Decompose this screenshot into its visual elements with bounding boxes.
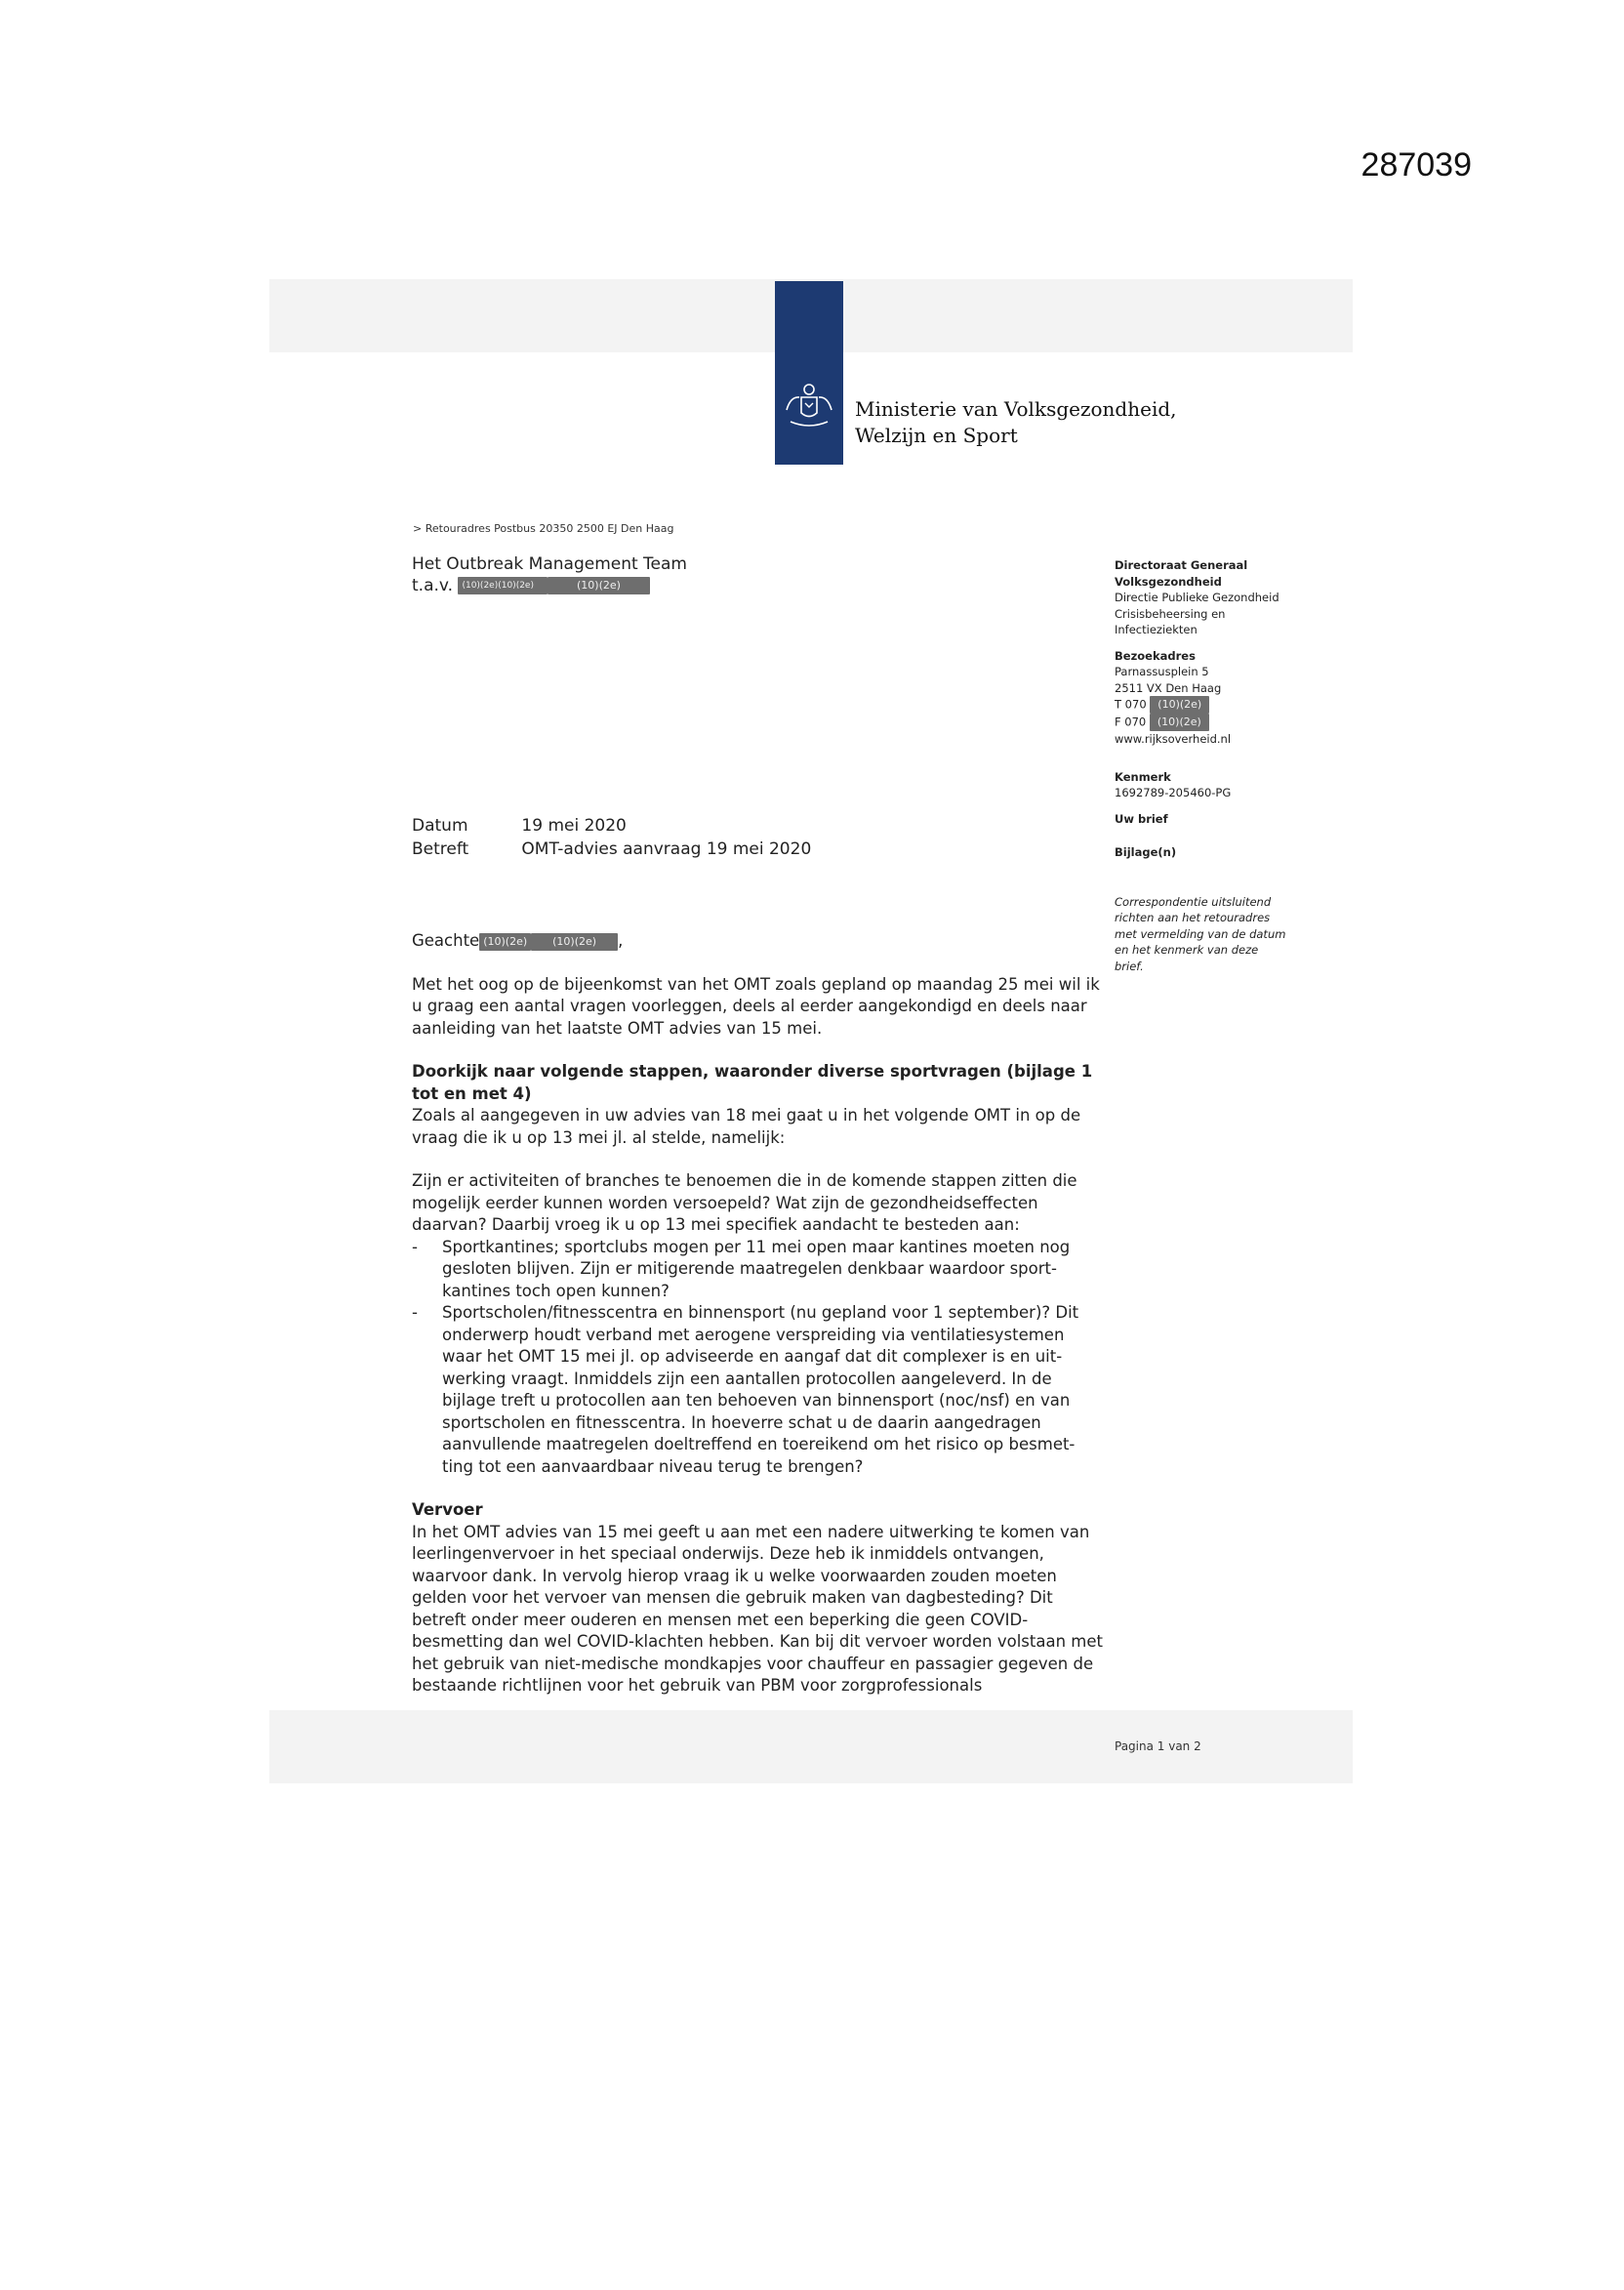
fax-line — [1115, 714, 1310, 731]
visit-address-label: Bezoekadres — [1115, 648, 1196, 663]
section-heading-transport: Vervoer — [412, 1500, 483, 1519]
directorate-line2: Volksgezondheid — [1115, 574, 1222, 589]
rijksoverheid-logo — [775, 281, 843, 465]
visit-city: 2511 VX Den Haag — [1115, 680, 1222, 695]
attachments-label: Bijlage(n) — [1115, 845, 1177, 859]
page-number: Pagina 1 van 2 — [1115, 1739, 1201, 1753]
your-letter-label: Uw brief — [1115, 811, 1168, 826]
question-list — [412, 1237, 1105, 1479]
date-label: Datum — [412, 816, 468, 836]
subject-row — [412, 839, 811, 859]
letter-body — [412, 930, 1105, 1697]
recipient-attention — [412, 575, 687, 596]
visit-street: Parnassusplein 5 — [1115, 665, 1209, 678]
date-row — [412, 816, 627, 836]
date-value: 19 mei 2020 — [521, 816, 627, 836]
correspondence-note: Correspondentie uitsluitend richten aan het retouradres met vermelding van de datum en het kenmerk van deze brief. — [1115, 894, 1286, 973]
reference-label: Kenmerk — [1115, 769, 1171, 784]
ministry-name-line2: Welzijn en Sport — [855, 424, 1018, 447]
return-address: > Retouradres Postbus 20350 2500 EJ Den Haag — [413, 522, 674, 535]
redaction-box: (10)(2e) — [479, 933, 531, 951]
paragraph: In het OMT advies van 15 mei geeft u aan met een nadere uitwerking te komen van leerlingenvervoer in het speciaal onderwijs. Deze heb ik inmiddels ontvangen, waarvoor dank. In vervolg hierop vraag ik u welke voorwaarden zouden moeten gelden voor het vervoer van mensen die gebruik maken van dagbesteding? Dit betreft onder meer ouderen en mensen met een beperking die geen COVID-besmetting dan wel COVID-klachten hebben. Kan bij dit vervoer worden volstaan met het gebruik van niet-medische mondkapjes voor chauffeur en passagier gegeven de bestaande richtlijnen voor het gebruik van PBM voor zorgprofessionals — [412, 1522, 1103, 1695]
fax-prefix: F 070 — [1115, 715, 1147, 729]
recipient-name: Het Outbreak Management Team — [412, 554, 687, 574]
paragraph: Zijn er activiteiten of branches te benoemen die in de komende stappen zitten die mogelijk eerder kunnen worden versoepeld? Wat zijn de gezondheidseffecten daarvan? Daarbij vroeg ik u op 13 mei specifiek aandacht te besteden aan: — [412, 1171, 1077, 1234]
paragraph: Zoals al aangegeven in uw advies van 18 mei gaat u in het volgende OMT in op de vraag die ik u op 13 mei jl. al stelde, namelijk: — [412, 1106, 1081, 1147]
subject-label: Betreft — [412, 839, 469, 859]
redaction-box: (10)(2e) — [1150, 696, 1209, 714]
redaction-box: (10)(2e)(10)(2e) — [458, 577, 548, 594]
salutation-comma: , — [618, 931, 624, 950]
telephone-line — [1115, 696, 1310, 714]
website: www.rijksoverheid.nl — [1115, 732, 1232, 746]
directie-line2: Crisisbeheersing en — [1115, 606, 1226, 621]
directie-line3: Infectieziekten — [1115, 623, 1198, 636]
document-number: 287039 — [1360, 146, 1472, 184]
salutation-text: Geachte — [412, 931, 480, 950]
salutation — [412, 930, 1105, 953]
section-heading-sport: Doorkijk naar volgende stappen, waaronder diverse sportvragen (bijlage 1 tot en met 4) — [412, 1062, 1093, 1103]
subject-value: OMT-advies aanvraag 19 mei 2020 — [521, 839, 812, 859]
telephone-prefix: T 070 — [1115, 697, 1147, 712]
redaction-box: (10)(2e) — [531, 933, 618, 951]
list-item: - Sportscholen/fitnesscentra en binnensport (nu gepland voor 1 september)? Dit onderwerp houdt verband met aerogene verspreiding via ventilatiesystemen waar het OMT 15 mei jl. op adviseerde en aangaf dat dit complexer is en uit-werking vraagt. Inmiddels zijn een aantallen protocollen aangeleverd. In de bijlage treft u protocollen aan ten behoeven van binnensport (noc/nsf) en van sportscholen en fitnesscentra. In hoeverre schat u de daarin aangedragen aanvullende maatregelen doeltreffend en toereikend om het risico op besmet-ting tot een aanvaardbaar niveau terug te brengen? — [412, 1302, 1105, 1478]
sender-sidebar — [1115, 557, 1310, 974]
directorate-line1: Directoraat Generaal — [1115, 558, 1248, 572]
redaction-box: (10)(2e) — [1150, 714, 1209, 731]
intro-paragraph: Met het oog op de bijeenkomst van het OMT zoals gepland op maandag 25 mei wil ik u graag een aantal vragen voorleggen, deels al eerder aangekondigd en deels naar aanleiding van het laatste OMT advies van 15 mei. — [412, 974, 1100, 1038]
directie-line1: Directie Publieke Gezondheid — [1115, 591, 1279, 604]
attention-label: t.a.v. — [412, 576, 454, 595]
reference-value: 1692789-205460-PG — [1115, 786, 1232, 799]
list-item: - Sportkantines; sportclubs mogen per 11 mei open maar kantines moeten nog gesloten blijven. Zijn er mitigerende maatregelen denkbaar waardoor sport-kantines toch open kunnen? — [412, 1237, 1105, 1303]
coat-of-arms-icon — [783, 381, 835, 429]
recipient-block — [412, 553, 687, 596]
redaction-box: (10)(2e) — [548, 577, 650, 594]
ministry-name-line1: Ministerie van Volksgezondheid, — [855, 397, 1177, 421]
ministry-name — [855, 396, 1177, 449]
